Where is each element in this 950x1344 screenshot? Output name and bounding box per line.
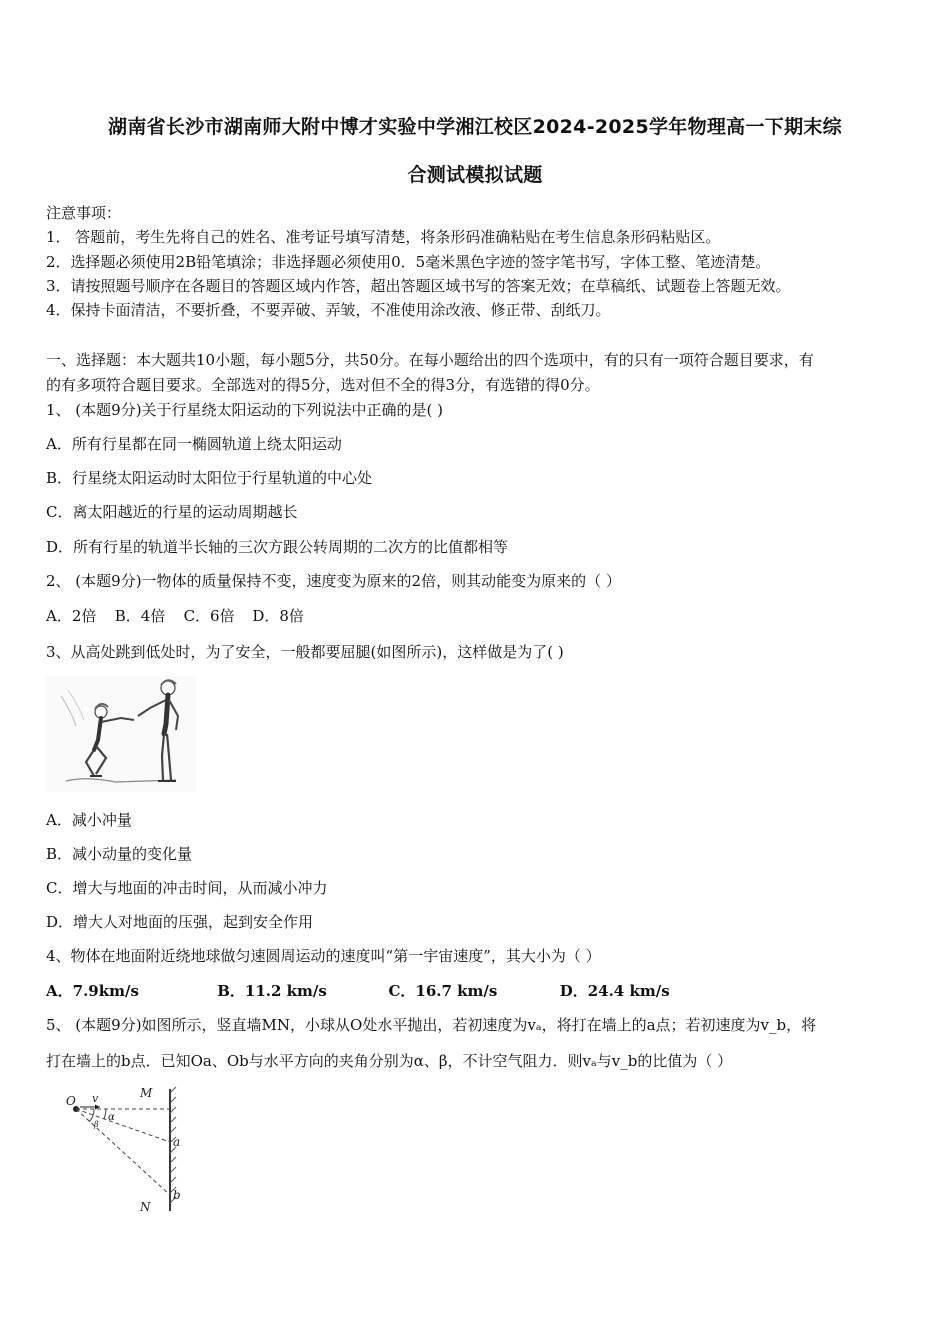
notice-item-3: 3．请按照题号顺序在各题目的答题区域内作答，超出答题区域书写的答案无效；在草稿纸、试题卷上答题无效。 — [46, 277, 791, 295]
question-5-stem-line-1: 5、 (本题9分)如图所示，竖直墙MN，小球从O处水平抛出，若初速度为vₐ，将打在墙上的a点；若初速度为v_b，将 — [46, 1016, 817, 1034]
figure-label-alpha: α — [108, 1112, 115, 1123]
figure-label-n: N — [140, 1200, 151, 1214]
figure-label-a: a — [173, 1135, 181, 1149]
jumping-person-figure — [46, 676, 196, 792]
question-1-option-c: C．离太阳越近的行星的运动周期越长 — [46, 503, 298, 521]
question-2-option-a: A．2倍 — [46, 607, 97, 625]
question-4-options — [46, 979, 670, 1003]
figure-label-beta: β — [94, 1120, 99, 1129]
page-title-line-1: 湖南省长沙市湖南师大附中博才实验中学湘江校区2024-2025学年物理高一下期末综 — [108, 116, 842, 138]
section-instructions-line-1: 一、选择题：本大题共10小题，每小题5分，共50分。在每小题给出的四个选项中，有的只有一项符合题目要求，有 — [46, 351, 814, 369]
figure-label-v: v — [92, 1092, 99, 1105]
question-2-options — [46, 604, 304, 628]
question-3-option-a: A．减小冲量 — [46, 811, 132, 829]
figure-label-o: O — [66, 1094, 76, 1108]
question-4-option-d: D．24.4 km/s — [559, 982, 670, 1000]
question-2-option-b: B．4倍 — [114, 607, 166, 625]
question-4-option-a: A．7.9km/s — [46, 982, 139, 1000]
notice-heading: 注意事项： — [46, 204, 122, 222]
page-title-line-2: 合测试模拟试题 — [407, 164, 543, 186]
notice-item-4: 4．保持卡面清洁，不要折叠，不要弄破、弄皱，不准使用涂改液、修正带、刮纸刀。 — [46, 301, 611, 319]
question-2-option-d: D．8倍 — [252, 607, 304, 625]
question-1-option-a: A．所有行星都在同一椭圆轨道上绕太阳运动 — [46, 435, 342, 453]
section-instructions-line-2: 的有多项符合题目要求。全部选对的得5分，选对但不全的得3分，有选错的得0分。 — [46, 376, 600, 394]
question-3-option-b: B．减小动量的变化量 — [46, 845, 193, 863]
question-3-option-d: D．增大人对地面的压强，起到安全作用 — [46, 913, 314, 931]
notice-item-2: 2．选择题必须使用2B铅笔填涂；非选择题必须使用0．5毫米黑色字迹的签字笔书写，字体工整、笔迹清楚。 — [46, 253, 771, 271]
question-3-stem: 3、从高处跳到低处时，为了安全，一般都要屈腿(如图所示)，这样做是为了( ) — [46, 643, 564, 661]
question-3-option-c: C．增大与地面的冲击时间，从而减小冲力 — [46, 879, 328, 897]
question-2-stem: 2、 (本题9分)一物体的质量保持不变，速度变为原来的2倍，则其动能变为原来的（ ） — [46, 572, 621, 590]
projectile-wall-figure — [60, 1085, 200, 1217]
question-4-option-c: C．16.7 km/s — [388, 982, 498, 1000]
question-1-option-d: D．所有行星的轨道半长轴的三次方跟公转周期的二次方的比值都相等 — [46, 538, 509, 556]
question-2-option-c: C．6倍 — [183, 607, 235, 625]
notice-item-1: 1． 答题前，考生先将自己的姓名、准考证号填写清楚，将条形码准确粘贴在考生信息条形码粘贴区。 — [46, 228, 721, 246]
figure-label-m: M — [140, 1086, 153, 1100]
question-5-stem-line-2: 打在墙上的b点．已知Oa、Ob与水平方向的夹角分别为α、β，不计空气阻力．则vₐ与v_b的比值为（ ） — [46, 1052, 733, 1070]
figure-label-b: b — [173, 1188, 181, 1202]
question-4-stem: 4、物体在地面附近绕地球做匀速圆周运动的速度叫“第一宇宙速度”，其大小为（ ） — [46, 947, 601, 965]
question-1-option-b: B．行星绕太阳运动时太阳位于行星轨道的中心处 — [46, 469, 373, 487]
question-4-option-b: B．11.2 km/s — [217, 982, 327, 1000]
question-1-stem: 1、 (本题9分)关于行星绕太阳运动的下列说法中正确的是( ) — [46, 401, 444, 419]
